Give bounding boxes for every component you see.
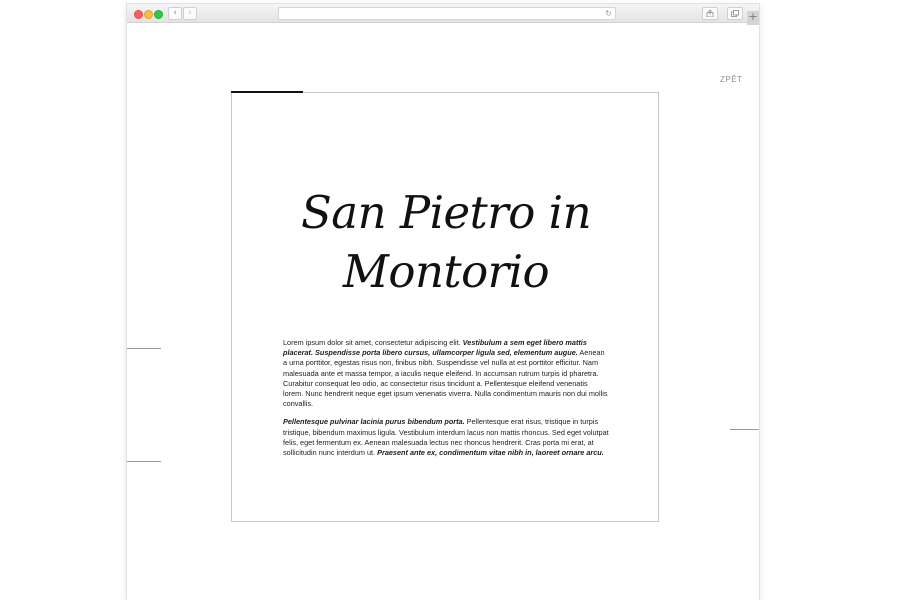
share-button[interactable]	[702, 7, 718, 20]
browser-window	[127, 4, 759, 600]
browser-toolbar	[127, 4, 759, 23]
article-title	[232, 183, 660, 301]
tabs-icon	[731, 10, 739, 17]
p1-text-b: Aenean a urna porttitor, egestas risus non, finibus nibh. Suspendisse vel nulla at est porttitor efficitur. Nam malesuada ante et massa tempor, a iaculis neque eleifend. In accumsan rutrum turpis id pharetra. Curabitur consequat leo odio, ac consectetur risus tincidunt a. Pellentesque eleifend venenatis lorem. Nunc hendrerit neque eget ipsum venenatis viverra. Nulla condimentum mauris non dui mollis convallis.	[283, 348, 608, 409]
tabs-overview-button[interactable]	[727, 7, 743, 20]
paragraph-1	[283, 338, 609, 409]
zoom-window-button[interactable]	[154, 10, 163, 19]
decorative-line	[127, 348, 161, 349]
p2-text: Pellentesque erat risus, tristique in turpis tristique, bibendum maximus ligula. Vestibulum interdum lacus non mattis rhoncus. Sed eget volutpat felis, eget fermentum ex. Aenean malesuada lectus nec rhoncus hendrerit. Cras porta mi erat, at sollicitudin nunc interdum ut.	[283, 417, 609, 458]
chevron-right-icon: ›	[188, 8, 192, 18]
card-accent-rule	[231, 91, 303, 93]
decorative-line	[730, 429, 759, 430]
reload-icon[interactable]: ↻	[605, 9, 612, 18]
share-icon	[706, 10, 714, 17]
p2-emphasis-a: Pellentesque pulvinar lacinia purus bibendum porta.	[283, 417, 465, 427]
new-tab-button[interactable]: +	[748, 10, 758, 23]
title-line-2: Montorio	[342, 245, 550, 298]
address-bar[interactable]	[278, 7, 616, 20]
paragraph-2	[283, 417, 609, 458]
chevron-left-icon: ‹	[173, 8, 177, 18]
p1-text-a: Lorem ipsum dolor sit amet, consectetur adipiscing elit.	[283, 338, 463, 347]
close-window-button[interactable]	[134, 10, 143, 19]
forward-button[interactable]	[183, 7, 197, 20]
p1-emphasis: Vestibulum a sem eget libero mattis placerat. Suspendisse porta libero cursus, ullamcorper ligula sed, elementum augue.	[283, 338, 587, 358]
title-line-1: San Pietro in	[300, 186, 592, 239]
decorative-line	[127, 461, 161, 462]
minimize-window-button[interactable]	[144, 10, 153, 19]
article-card	[231, 92, 659, 522]
back-button[interactable]	[168, 7, 182, 20]
back-link[interactable]: ZPĚT	[720, 75, 743, 84]
p2-emphasis-b: Praesent ante ex, condimentum vitae nibh in, laoreet ornare arcu.	[377, 448, 604, 458]
article-body	[283, 338, 609, 466]
